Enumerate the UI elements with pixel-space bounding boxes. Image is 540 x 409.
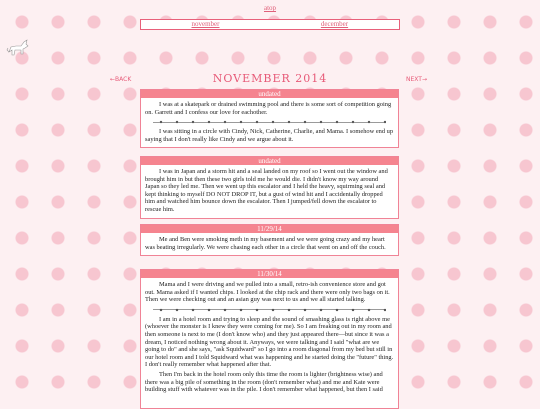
next-link[interactable]: NEXT→ [406,76,427,83]
dotted-divider [153,307,386,313]
entry-paragraph: I am in a hotel room and trying to sleep and the sound of smashing glass is right above me (whoever the monster is I knew they were coming for me). So I am freaking out in my room and then someone is next to me (I don't know who) and they just appeared there—but since it was a dream, I noticed nothing wrong about it. Anyways, we were talking and I said "what are we going to do" and she says, "ask Squidward" so I go into a room diagonal from my bed but still in our hotel room and I told Squidward what was happening and he started doing the "future" thing. I don't really remember what happened after that. [145,315,394,369]
dream-entry [140,156,399,219]
entry-paragraph: Then I'm back in the hotel room only this time the room is lighter (brightness wise) and there was a big pile of something in the room (don't remember what) and me and Kate were building stuff with whatever was in the pile. I don't remember what happened, but then I said [145,370,383,394]
entry-paragraph: Me and Ben were smoking meth in my basement and we were going crazy and my heart was beating irregularly. We were chasing each other in a circle that went on and off the couch. [145,236,386,251]
dream-entry [140,224,399,256]
entry-date: 11/29/14 [141,225,398,233]
entry-paragraph: I was at a skatepark or drained swimming pool and there is some sort of competition going on. Garrett and I confess our love for eachother. [145,101,392,116]
entry-date: 11/30/14 [141,270,398,278]
entry-date: undated [141,157,398,165]
unicorn-icon [6,38,30,58]
page-title: NOVEMBER 2014 [212,72,328,85]
entry-paragraph: I was sitting in a circle with Cindy, Nick, Catherine, Charlie, and Mama. I somehow end up saying that I don't really like Cindy and we argue about it. [145,128,394,143]
dotted-divider [153,119,386,125]
entry-date: undated [141,90,398,98]
month-link-december[interactable]: december [320,20,349,28]
top-link[interactable]: atop [263,4,277,12]
month-link-november[interactable]: november [191,20,220,28]
dream-entry [140,269,399,409]
month-nav [140,19,400,30]
entry-paragraph: I was in Japan and a storm hit and a seal landed on my roof so I went out the window and brought him in but then these two girls told me he would die. I didn't know my way around Japan so they led me. Then we went up this escalator and I held the heavy, squirming seal and kept thinking to myself DO NOT DROP IT, but a gust of wind hit and I accidentally dropped him and watched him bounce down the escalator. Then I jumped/fell down the escalator to rescue him. [145,168,388,213]
back-link[interactable]: ←BACK [110,76,132,83]
dream-entry [140,89,399,148]
entry-paragraph: Mama and I were driving and we pulled into a small, retro-ish convenience store and got out. Mama asked if I wanted chips. I looked at the chip rack and there were only two bags on it. Then we were checking out and an asian guy was next to us and we all started talking. [145,281,390,304]
